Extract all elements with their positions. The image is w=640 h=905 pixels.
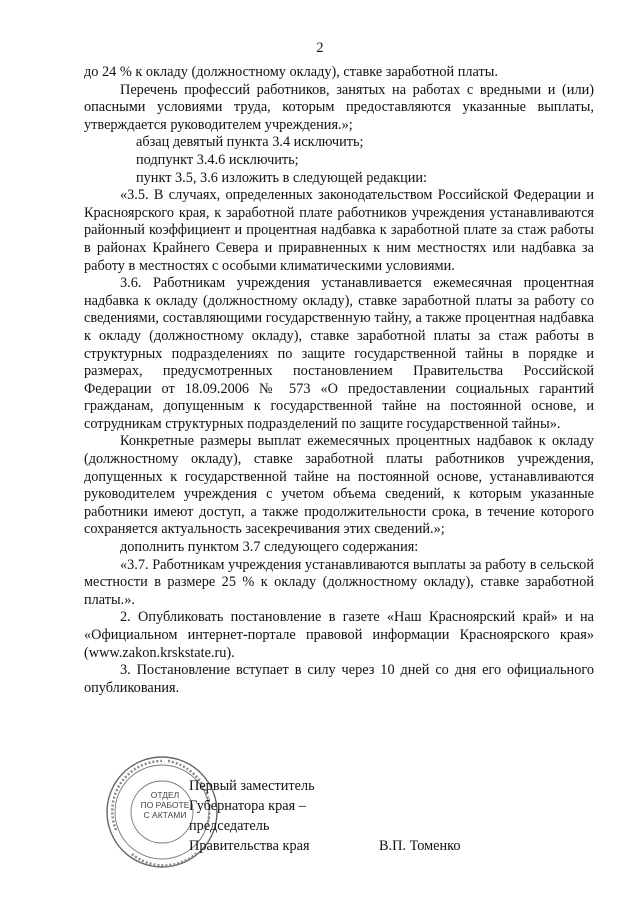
- signature-line: Правительства края: [189, 838, 310, 854]
- page-number: 2: [316, 40, 324, 56]
- paragraph: абзац девятый пункта 3.4 исключить;: [136, 134, 364, 151]
- paragraph: 3.6. Работникам учреждения устанавливается ежемесячная процентная надбавка к окладу (должностному окладу), ставке заработной платы за работу со сведениями, составляющими государственную тайну, а также процентная надбавка к окладу (должностному окладу), ставке заработной платы за стаж работы в структурных подразделениях по защите государственной тайны в порядке и размерах, предусмотренных постановлением Правительства Российской Федерации от 18.09.2006 № 573 «О предоставлении социальных гарантий гражданам, допущенным к государственной тайне на постоянной основе, и сотрудникам структурных подразделений по защите государственной тайны».: [84, 275, 594, 432]
- paragraph: дополнить пунктом 3.7 следующего содержания:: [120, 539, 419, 556]
- paragraph: 2. Опубликовать постановление в газете «Наш Красноярский край» и на «Официальном интернет-портале правовой информации Красноярского края» (www.zakon.krskstate.ru).: [84, 609, 594, 661]
- paragraph: Перечень профессий работников, занятых на работах с вредными и (или) опасными условиями труда, которым предоставляются указанные выплаты, утверждается руководителем учреждения.»;: [84, 81, 594, 133]
- signatory-name: В.П. Томенко: [379, 838, 461, 854]
- paragraph: Конкретные размеры выплат ежемесячных процентных надбавок к окладу (должностному окладу), ставке заработной платы работников учреждения, допущенных к государственной тайне на постоянной основе, устанавливаются руководителем учреждения с учетом объема сведений, к которым указанные работники имеют доступ, а также продолжительности срока, в течение которого сохраняется актуальность засекречивания этих сведений.»;: [84, 433, 594, 538]
- signature-line: Губернатора края –: [189, 798, 306, 814]
- paragraph: пункт 3.5, 3.6 изложить в следующей редакции:: [136, 169, 428, 186]
- paragraph: до 24 % к окладу (должностному окладу), ставке заработной платы.: [84, 64, 498, 80]
- paragraph: подпункт 3.4.6 исключить;: [136, 151, 299, 168]
- signature-line: председатель: [189, 818, 270, 834]
- signature-line: Первый заместитель: [189, 778, 315, 794]
- paragraph: «3.5. В случаях, определенных законодательством Российской Федерации и Красноярского края, к заработной плате работников учреждения устанавливаются районный коэффициент и процентная надбавка к заработной плате за стаж работы в районах Крайнего Севера и приравненных к ним местностях или надбавка за работу в местностях с особыми климатическими условиями.: [84, 187, 594, 274]
- stamp-text: ОТДЕЛ ПО РАБОТЕ С АКТАМИ: [140, 790, 190, 820]
- paragraph: «3.7. Работникам учреждения устанавливаются выплаты за работу в сельской местности в размере 25 % к окладу (должностному окладу), ставке заработной платы.».: [84, 556, 594, 608]
- paragraph: 3. Постановление вступает в силу через 10 дней со дня его официального опубликования.: [84, 662, 594, 696]
- document-body: [84, 64, 594, 697]
- signature-title: [189, 776, 315, 856]
